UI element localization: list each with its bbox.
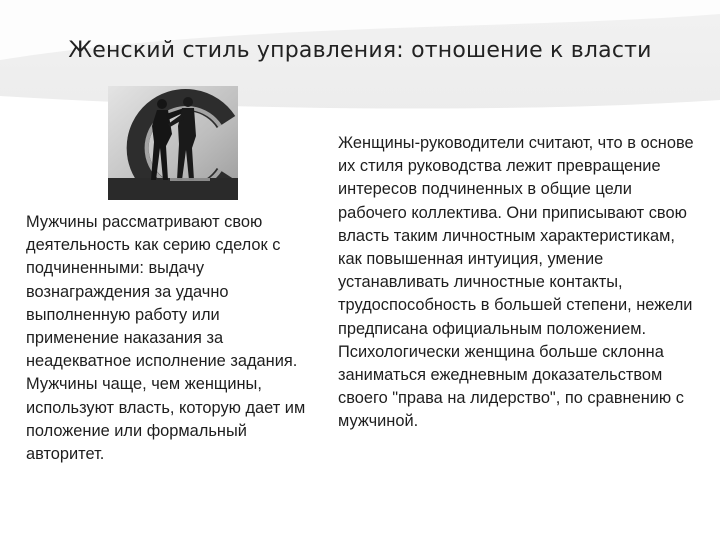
people-on-c-shape-photo xyxy=(108,86,238,200)
photo-illustration xyxy=(108,86,238,200)
left-paragraph: Мужчины рассматривают свою деятельность как серию сделок с подчиненными: выдачу вознаграждения за удачно выполненную работу или применение наказания за неадекватное исполнение задания. Мужчины чаще, чем женщины, используют власть, которую дает им положение или формальный авторитет. xyxy=(26,213,306,464)
men-power-description xyxy=(26,211,306,466)
women-power-description xyxy=(338,132,702,434)
right-paragraph: Женщины-руководители считают, что в основе их стиля руководства лежит превращение интересов подчиненных в общие цели рабочего коллектива. Они приписывают свою власть таким личностным характеристикам, как повышенная интуиция, умение устанавливать личностные контакты, трудоспособность в большей степени, нежели предписана официальным положением. Психологически женщина больше склонна заниматься ежедневным доказательством своего "права на лидерство", по сравнению с мужчиной. xyxy=(338,134,694,431)
slide-title: Женский стиль управления: отношение к власти xyxy=(68,38,652,63)
